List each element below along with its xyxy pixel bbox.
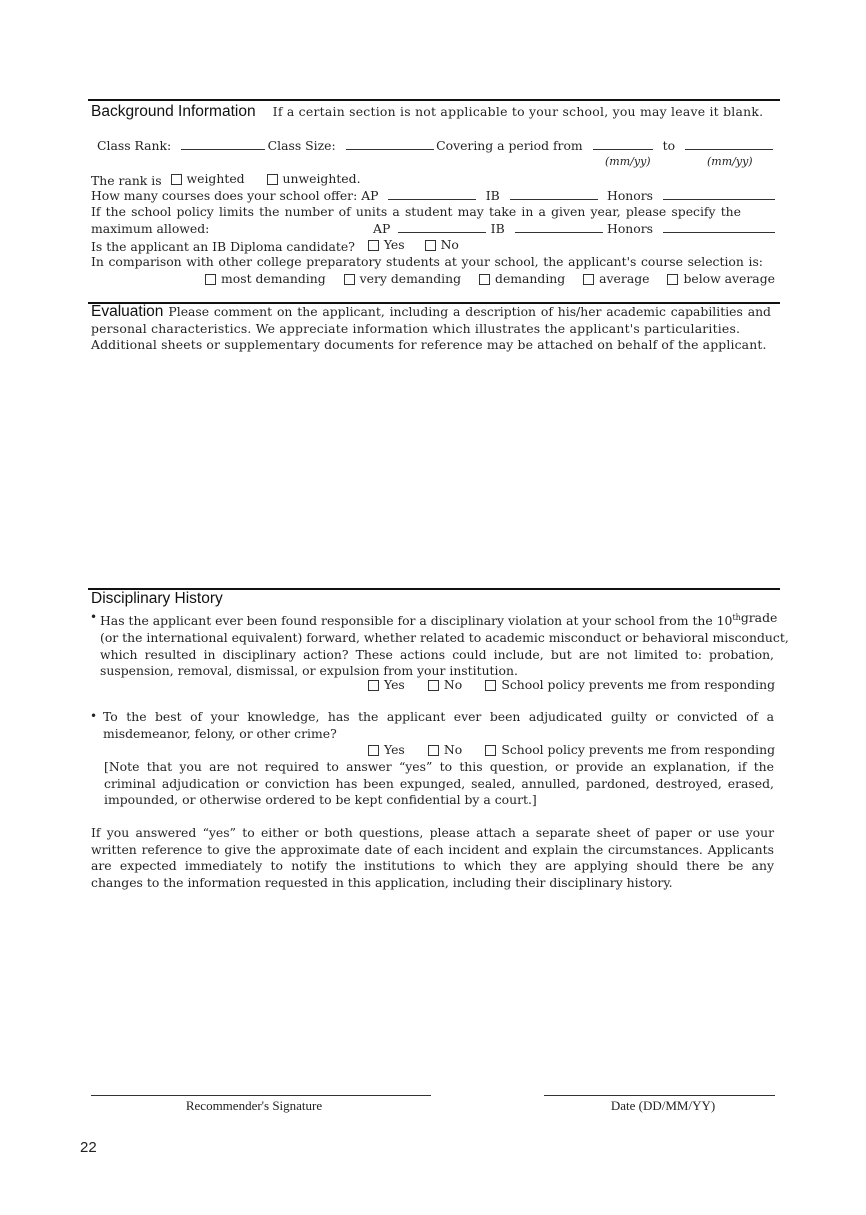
ib-no-option[interactable]	[425, 237, 459, 254]
recommender-signature-label: Recommender's Signature	[185, 1098, 323, 1113]
class-rank-label: Class Rank:	[97, 138, 172, 153]
courses-ap-group	[91, 188, 476, 203]
average-checkbox[interactable]	[583, 274, 594, 285]
note-line-3: impounded, or otherwise ordered to be kept confidential by a court.]	[104, 792, 537, 808]
average-label: average	[599, 271, 650, 286]
ib-yes-label: Yes	[383, 237, 405, 252]
q1-line-3: which resulted in disciplinary action? These actions could include, but are not limited to: probation,	[100, 646, 774, 662]
courses-ib-group	[486, 188, 598, 203]
weighted-checkbox[interactable]	[171, 174, 182, 185]
q2-line-1: To the best of your knowledge, has the applicant ever been adjudicated guilty or convicted of a	[103, 709, 774, 724]
closing-line-3: are expected immediately to notify the institutions to which they are applying should there be any	[91, 858, 774, 874]
background-note: If a certain section is not applicable to your school, you may leave it blank.	[272, 104, 764, 119]
courses-honors-group	[607, 188, 775, 203]
courses-ap-field[interactable]	[388, 189, 476, 200]
very-demanding-label: very demanding	[359, 271, 462, 286]
max-allowed-row	[373, 221, 775, 238]
to-date-hint: (mm/yy)	[707, 155, 753, 168]
q2-line-2: misdemeanor, felony, or other crime?	[103, 725, 337, 741]
q1-line-4: suspension, removal, dismissal, or expulsion from your institution.	[100, 663, 518, 679]
courses-offered-row	[91, 188, 775, 203]
max-ap-field[interactable]	[398, 222, 486, 233]
max-honors-label: Honors	[607, 221, 654, 236]
weighted-label: weighted	[186, 171, 245, 186]
max-honors-group	[607, 221, 775, 238]
below-average-checkbox[interactable]	[667, 274, 678, 285]
q1-yes-checkbox[interactable]	[368, 680, 379, 691]
policy-line-2: maximum allowed:	[91, 221, 210, 236]
period-from-field[interactable]	[593, 139, 653, 150]
period-to-field[interactable]	[685, 139, 773, 150]
courses-ib-field[interactable]	[510, 189, 598, 200]
class-size-field[interactable]	[346, 139, 434, 150]
period-label: Covering a period from	[436, 138, 583, 153]
ib-no-label: No	[440, 237, 459, 252]
evaluation-text-2: personal characteristics. We appreciate information which illustrates the applicant's particularities.	[91, 320, 741, 336]
most-demanding-label: most demanding	[221, 271, 326, 286]
q1-bullet: •	[90, 610, 98, 624]
q2-note	[104, 759, 774, 809]
q1-no-option[interactable]	[428, 677, 462, 694]
max-ib-field[interactable]	[515, 222, 603, 233]
class-rank-field[interactable]	[181, 139, 265, 150]
courses-honors-field[interactable]	[663, 189, 775, 200]
q1-policy-checkbox[interactable]	[485, 680, 496, 691]
q1-line-1-text	[100, 610, 741, 630]
evaluation-text-1: Please comment on the applicant, including a description of his/her academic capabilities and	[168, 304, 771, 319]
q2-policy-option[interactable]	[485, 742, 775, 759]
q1-no-checkbox[interactable]	[428, 680, 439, 691]
weighted-option[interactable]	[171, 171, 245, 188]
selection-options-row	[205, 271, 775, 288]
page-number: 22	[80, 1139, 97, 1156]
q2-policy-label: School policy prevents me from responding	[501, 742, 775, 757]
closing-line-1: If you answered “yes” to either or both questions, please attach a separate sheet of paper or use your	[91, 825, 774, 840]
unweighted-option[interactable]	[267, 171, 361, 188]
comparison-question: In comparison with other college preparatory students at your school, the applicant's course selection is:	[91, 254, 763, 269]
period-to-label: to	[662, 138, 676, 153]
q2-yes-checkbox[interactable]	[368, 745, 379, 756]
max-ap-label: AP	[373, 221, 391, 236]
note-line-1: [Note that you are not required to answer “yes” to this question, or provide an explanation, if the	[104, 759, 774, 774]
evaluation-title: Evaluation	[91, 303, 164, 320]
class-size-group	[268, 138, 434, 155]
q1-yes-option[interactable]	[368, 677, 405, 694]
signature-line[interactable]	[91, 1095, 431, 1096]
q1-policy-option[interactable]	[485, 677, 775, 694]
ib-yes-checkbox[interactable]	[368, 240, 379, 251]
q1-line-2: (or the international equivalent) forward, whether related to academic misconduct or behavioral misconduct,	[100, 629, 789, 645]
q1-line-1	[100, 610, 778, 630]
evaluation-text-3: Additional sheets or supplementary documents for reference may be attached on behalf of the applicant.	[91, 337, 767, 353]
evaluation-block	[91, 304, 771, 354]
most-demanding-checkbox[interactable]	[205, 274, 216, 285]
q1-grade-word: grade	[740, 610, 778, 625]
ib-candidate-row	[91, 237, 459, 256]
period-group	[436, 138, 773, 155]
q1-superscript: th	[732, 613, 741, 622]
closing-paragraph	[91, 825, 774, 892]
very-demanding-checkbox[interactable]	[344, 274, 355, 285]
q2-no-checkbox[interactable]	[428, 745, 439, 756]
max-honors-field[interactable]	[663, 222, 775, 233]
q2-no-option[interactable]	[428, 742, 462, 759]
selection-demanding[interactable]	[479, 271, 565, 288]
q1-line-1-main: Has the applicant ever been found responsible for a disciplinary violation at your school from the 10	[100, 613, 733, 629]
selection-average[interactable]	[583, 271, 649, 288]
q2-answer-row	[368, 742, 775, 759]
evaluation-comment-area[interactable]	[91, 362, 775, 580]
q1-answer-row	[368, 677, 775, 694]
courses-question: How many courses does your school offer: AP	[91, 188, 379, 203]
q1-yes-label: Yes	[384, 677, 405, 692]
max-ib-group	[491, 221, 603, 238]
class-rank-group	[97, 138, 265, 155]
background-title: Background Information	[91, 103, 256, 120]
q2-no-label: No	[443, 742, 463, 757]
q1-no-label: No	[443, 677, 463, 692]
below-average-label: below average	[683, 271, 775, 286]
max-ib-label: IB	[490, 221, 505, 236]
unweighted-checkbox[interactable]	[267, 174, 278, 185]
date-line[interactable]	[544, 1095, 775, 1096]
closing-line-4: changes to the information requested in this application, including their disciplinary history.	[91, 875, 673, 891]
max-ap-group	[373, 221, 486, 238]
note-line-2: criminal adjudication or conviction has been expunged, sealed, annulled, pardoned, destroyed, erased,	[104, 775, 774, 791]
class-size-label: Class Size:	[267, 138, 336, 153]
q2-text	[103, 709, 774, 742]
unweighted-label: unweighted.	[282, 171, 361, 186]
ib-no-checkbox[interactable]	[425, 240, 436, 251]
q1-policy-label: School policy prevents me from responding	[501, 677, 775, 692]
selection-below-average[interactable]	[667, 271, 775, 288]
courses-honors-label: Honors	[607, 188, 654, 203]
q2-bullet: •	[90, 709, 98, 723]
selection-most-demanding[interactable]	[205, 271, 326, 288]
disciplinary-title: Disciplinary History	[91, 590, 223, 607]
from-date-hint: (mm/yy)	[605, 155, 651, 168]
courses-ib-label: IB	[485, 188, 500, 203]
q2-yes-label: Yes	[384, 742, 405, 757]
closing-line-2: written reference to give the approximate date of each incident and explain the circumstances. Applicants	[91, 841, 774, 857]
selection-very-demanding[interactable]	[344, 271, 461, 288]
q2-yes-option[interactable]	[368, 742, 405, 759]
policy-line-1: If the school policy limits the number of units a student may take in a given year, please specify the	[91, 204, 741, 219]
class-rank-row	[97, 138, 773, 155]
background-header	[91, 101, 763, 121]
demanding-label: demanding	[495, 271, 566, 286]
demanding-checkbox[interactable]	[479, 274, 490, 285]
ib-yes-option[interactable]	[368, 237, 405, 254]
rank-is-label: The rank is	[91, 172, 162, 188]
ib-question: Is the applicant an IB Diploma candidate?	[91, 238, 355, 254]
q2-policy-checkbox[interactable]	[485, 745, 496, 756]
date-label: Date (DD/MM/YY)	[610, 1098, 716, 1113]
rank-type-row	[91, 171, 361, 190]
q1-text	[100, 610, 789, 680]
evaluation-line-1	[91, 304, 771, 321]
